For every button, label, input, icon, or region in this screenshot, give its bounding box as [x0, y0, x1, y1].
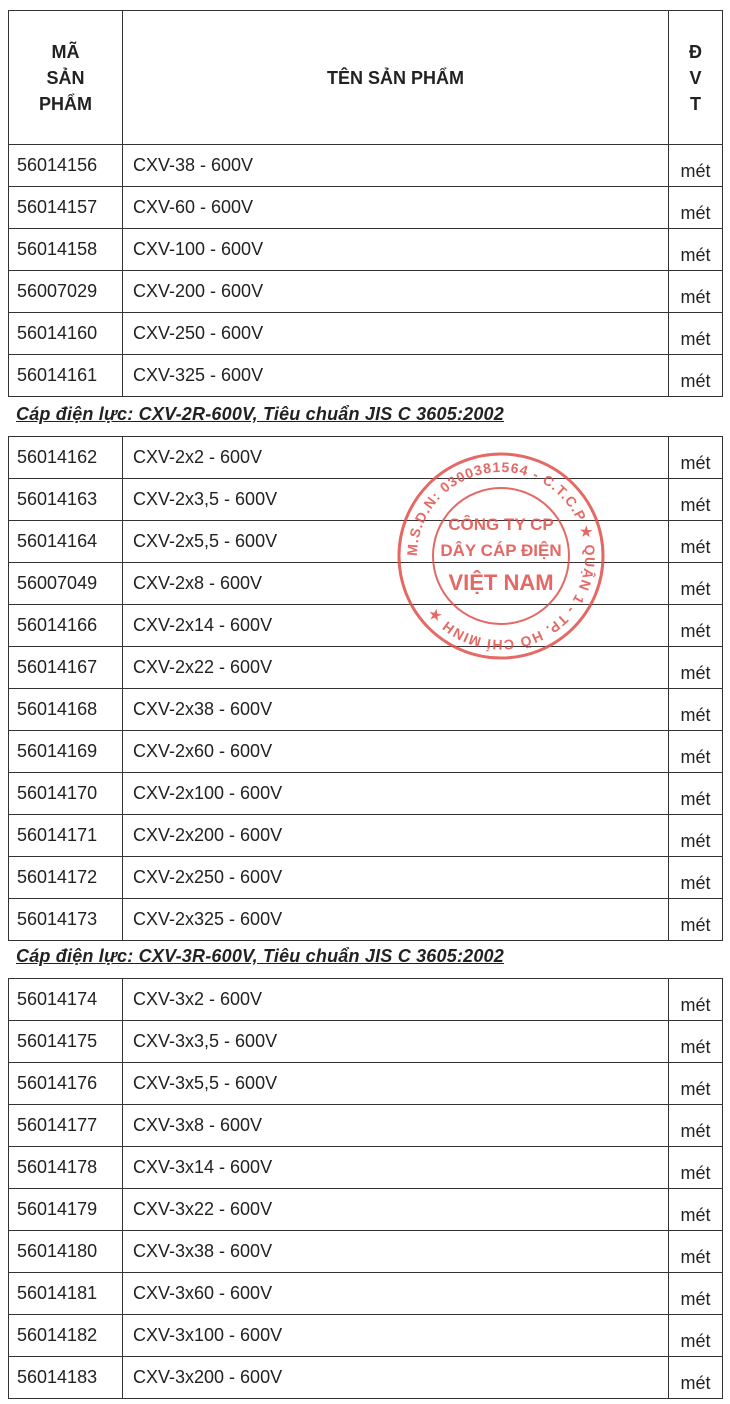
product-code-cell: 56014175 — [9, 1021, 123, 1063]
unit-cell: mét — [669, 731, 723, 773]
table-row — [9, 355, 723, 397]
product-name-cell: CXV-250 - 600V — [123, 313, 669, 355]
unit-cell: mét — [669, 1273, 723, 1315]
product-code-cell: 56014157 — [9, 187, 123, 229]
product-code-cell: 56014161 — [9, 355, 123, 397]
unit-cell: mét — [669, 145, 723, 187]
product-name-cell: CXV-325 - 600V — [123, 355, 669, 397]
product-code-cell: 56014183 — [9, 1357, 123, 1399]
unit-cell: mét — [669, 313, 723, 355]
table-row — [9, 689, 723, 731]
table-row — [9, 1273, 723, 1315]
table-row — [9, 899, 723, 941]
product-code-cell: 56014166 — [9, 605, 123, 647]
product-name-cell: CXV-3x14 - 600V — [123, 1147, 669, 1189]
product-name-cell: CXV-3x60 - 600V — [123, 1273, 669, 1315]
product-code-cell: 56014182 — [9, 1315, 123, 1357]
table-row — [9, 815, 723, 857]
stamp-line-3: VIỆT NAM — [448, 570, 554, 595]
unit-cell: mét — [669, 857, 723, 899]
product-name-cell: CXV-3x38 - 600V — [123, 1231, 669, 1273]
product-code-cell: 56014163 — [9, 479, 123, 521]
table-row — [9, 437, 723, 479]
table-row — [9, 1315, 723, 1357]
product-code-cell: 56014174 — [9, 979, 123, 1021]
product-name-cell: CXV-2x100 - 600V — [123, 773, 669, 815]
unit-cell: mét — [669, 521, 723, 563]
product-name-cell: CXV-3x2 - 600V — [123, 979, 669, 1021]
table-row — [9, 979, 723, 1021]
table-row — [9, 187, 723, 229]
product-name-cell: CXV-3x100 - 600V — [123, 1315, 669, 1357]
header-table — [8, 10, 723, 145]
unit-cell: mét — [669, 479, 723, 521]
unit-cell: mét — [669, 899, 723, 941]
header-unit-line: T — [690, 93, 701, 114]
unit-cell: mét — [669, 1147, 723, 1189]
unit-cell: mét — [669, 355, 723, 397]
product-name-cell: CXV-2x2 - 600V — [123, 437, 669, 479]
product-code-cell: 56014156 — [9, 145, 123, 187]
product-name-cell: CXV-2x250 - 600V — [123, 857, 669, 899]
product-table-group-1 — [8, 144, 723, 397]
unit-cell: mét — [669, 271, 723, 313]
product-code-cell: 56014181 — [9, 1273, 123, 1315]
product-name-cell: CXV-3x3,5 - 600V — [123, 1021, 669, 1063]
table-row — [9, 1357, 723, 1399]
product-code-cell: 56014179 — [9, 1189, 123, 1231]
unit-cell: mét — [669, 979, 723, 1021]
product-name-cell: CXV-3x200 - 600V — [123, 1357, 669, 1399]
header-code-line: MÃ — [51, 41, 80, 62]
product-table-group-2 — [8, 436, 723, 941]
product-code-cell: 56014171 — [9, 815, 123, 857]
unit-cell: mét — [669, 1105, 723, 1147]
product-name-cell: CXV-2x5,5 - 600V — [123, 521, 669, 563]
product-name-cell: CXV-2x38 - 600V — [123, 689, 669, 731]
product-code-cell: 56014164 — [9, 521, 123, 563]
unit-cell: mét — [669, 689, 723, 731]
company-seal-stamp — [395, 450, 607, 662]
header-code-cell — [9, 11, 123, 145]
unit-cell: mét — [669, 605, 723, 647]
table-row — [9, 1231, 723, 1273]
table-row — [9, 271, 723, 313]
product-code-cell: 56007029 — [9, 271, 123, 313]
table-row — [9, 563, 723, 605]
product-code-cell: 56014172 — [9, 857, 123, 899]
product-name-cell: CXV-200 - 600V — [123, 271, 669, 313]
header-unit-line: V — [689, 67, 702, 88]
product-code-cell: 56014170 — [9, 773, 123, 815]
section-title-3r: Cáp điện lực: CXV-3R-600V, Tiêu chuẩn JIS C 3605:2002 — [16, 946, 504, 966]
product-code-cell: 56014167 — [9, 647, 123, 689]
table-row — [9, 313, 723, 355]
product-name-cell: CXV-3x22 - 600V — [123, 1189, 669, 1231]
product-name-cell: CXV-2x200 - 600V — [123, 815, 669, 857]
table-row — [9, 857, 723, 899]
stamp-line-2: DÂY CÁP ĐIỆN — [440, 541, 562, 560]
product-name-cell: CXV-3x5,5 - 600V — [123, 1063, 669, 1105]
unit-cell: mét — [669, 1021, 723, 1063]
header-unit-cell — [669, 11, 723, 145]
group1-body — [9, 145, 723, 397]
product-name-cell: CXV-3x8 - 600V — [123, 1105, 669, 1147]
product-name-cell: CXV-38 - 600V — [123, 145, 669, 187]
header-row — [9, 11, 723, 145]
product-code-cell: 56014177 — [9, 1105, 123, 1147]
table-row — [9, 145, 723, 187]
product-name-cell: CXV-60 - 600V — [123, 187, 669, 229]
product-code-cell: 56014168 — [9, 689, 123, 731]
product-code-cell: 56014169 — [9, 731, 123, 773]
table-row — [9, 229, 723, 271]
unit-cell: mét — [669, 1357, 723, 1399]
table-row — [9, 773, 723, 815]
table-row — [9, 1063, 723, 1105]
product-name-cell: CXV-2x60 - 600V — [123, 731, 669, 773]
product-code-cell: 56014158 — [9, 229, 123, 271]
unit-cell: mét — [669, 647, 723, 689]
unit-cell: mét — [669, 563, 723, 605]
unit-cell: mét — [669, 229, 723, 271]
product-code-cell: 56014160 — [9, 313, 123, 355]
unit-cell: mét — [669, 1231, 723, 1273]
table-row — [9, 647, 723, 689]
table-row — [9, 479, 723, 521]
unit-cell: mét — [669, 1063, 723, 1105]
stamp-line-1: CÔNG TY CP — [448, 515, 554, 534]
stamp-outer-text: M.S.D.N: 0300381564 - C.T.C.P ★ QUẬN 1 - TP. HỒ CHÍ MINH ★ — [403, 458, 599, 654]
unit-cell: mét — [669, 773, 723, 815]
product-code-cell: 56014173 — [9, 899, 123, 941]
product-name-cell: CXV-2x14 - 600V — [123, 605, 669, 647]
header-unit-line: Đ — [689, 41, 702, 62]
table-row — [9, 1021, 723, 1063]
unit-cell: mét — [669, 187, 723, 229]
product-name-cell: CXV-2x8 - 600V — [123, 563, 669, 605]
product-name-cell: CXV-2x3,5 - 600V — [123, 479, 669, 521]
unit-cell: mét — [669, 437, 723, 479]
table-row — [9, 1147, 723, 1189]
table-row — [9, 605, 723, 647]
table-row — [9, 731, 723, 773]
product-code-cell: 56014162 — [9, 437, 123, 479]
unit-cell: mét — [669, 1189, 723, 1231]
group3-body — [9, 979, 723, 1399]
product-table-group-3 — [8, 978, 723, 1399]
product-name-cell: CXV-2x22 - 600V — [123, 647, 669, 689]
product-name-cell: CXV-100 - 600V — [123, 229, 669, 271]
header-name-cell: TÊN SẢN PHẨM — [123, 11, 669, 145]
table-row — [9, 1189, 723, 1231]
product-code-cell: 56014178 — [9, 1147, 123, 1189]
unit-cell: mét — [669, 815, 723, 857]
product-code-cell: 56007049 — [9, 563, 123, 605]
table-row — [9, 1105, 723, 1147]
header-code-line: SẢN — [46, 67, 85, 88]
header-code-line: PHẨM — [39, 93, 92, 114]
product-code-cell: 56014180 — [9, 1231, 123, 1273]
group2-body — [9, 437, 723, 941]
unit-cell: mét — [669, 1315, 723, 1357]
product-code-cell: 56014176 — [9, 1063, 123, 1105]
section-title-2r: Cáp điện lực: CXV-2R-600V, Tiêu chuẩn JIS C 3605:2002 — [16, 404, 504, 424]
product-name-cell: CXV-2x325 - 600V — [123, 899, 669, 941]
table-row — [9, 521, 723, 563]
